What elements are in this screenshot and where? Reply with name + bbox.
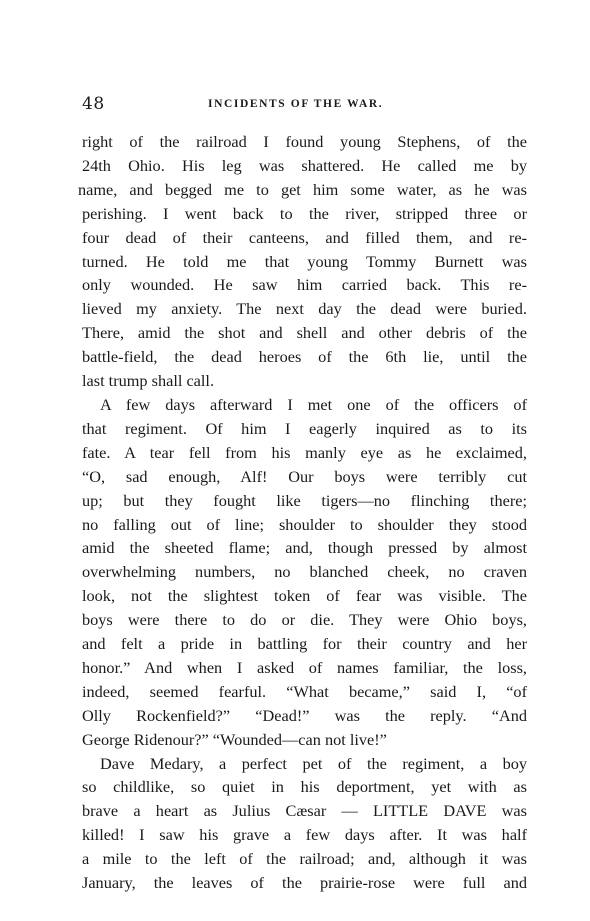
text-line: Dave Medary, a perfect pet of the regiment, a boy [100,753,527,773]
text-line: perishing. I went back to the river, stripped three or [82,203,527,223]
running-title: INCIDENTS OF THE WAR. [208,98,384,110]
text-line: battle-field, the dead heroes of the 6th lie, until the [82,347,527,367]
text-line: killed! I saw his grave a few days after. It was half [82,825,527,845]
text-line: turned. He told me that young Tommy Burnett was [82,251,527,271]
text-line: up; but they fought like tigers—no flinching there; [82,490,527,510]
running-head [82,94,527,116]
text-line: 24th Ohio. His leg was shattered. He called me by [82,155,527,175]
text-line: right of the railroad I found young Stephens, of the [82,132,527,151]
text-line: last trump shall call. [82,371,215,391]
text-line: indeed, seemed fearful. “What became,” said I, “of [82,681,527,701]
page-number: 48 [82,94,105,114]
text-line: brave a heart as Julius Cæsar — LITTLE DAVE was [82,801,527,821]
text-line: lieved my anxiety. The next day the dead were buried. [82,299,527,319]
text-line: four dead of their canteens, and filled them, and re- [82,227,527,247]
book-page [78,94,527,895]
text-line: no falling out of line; shoulder to shoulder they stood [82,514,527,534]
text-line: George Ridenour?” “Wounded—can not live!” [82,729,387,749]
text-line: name, and begged me to get him some water, as he was [78,179,527,199]
body-text [78,130,527,895]
text-line: There, amid the shot and shell and other debris of the [82,323,527,343]
text-line: amid the sheeted flame; and, though pressed by almost [82,538,527,558]
text-line: Olly Rockenfield?” “Dead!” was the reply. “And [82,705,527,725]
text-line: honor.” And when I asked of names familiar, the loss, [82,657,527,677]
text-line: look, not the slightest token of fear was visible. The [82,586,527,606]
text-line: fate. A tear fell from his manly eye as he exclaimed, [82,442,527,462]
text-line: only wounded. He saw him carried back. This re- [82,275,527,295]
text-line: that regiment. Of him I eagerly inquired as to its [82,418,527,438]
text-line: overwhelming numbers, no blanched cheek, no craven [82,562,527,582]
text-line: A few days afterward I met one of the officers of [100,394,527,414]
text-line: so childlike, so quiet in his deportment, yet with as [82,777,527,797]
text-line: January, the leaves of the prairie-rose were full and [82,873,527,893]
text-line: a mile to the left of the railroad; and, although it was [82,849,527,869]
text-line: and felt a pride in battling for their country and her [82,634,527,654]
text-line: boys were there to do or die. They were Ohio boys, [82,610,527,630]
text-line: “O, sad enough, Alf! Our boys were terribly cut [82,466,527,486]
